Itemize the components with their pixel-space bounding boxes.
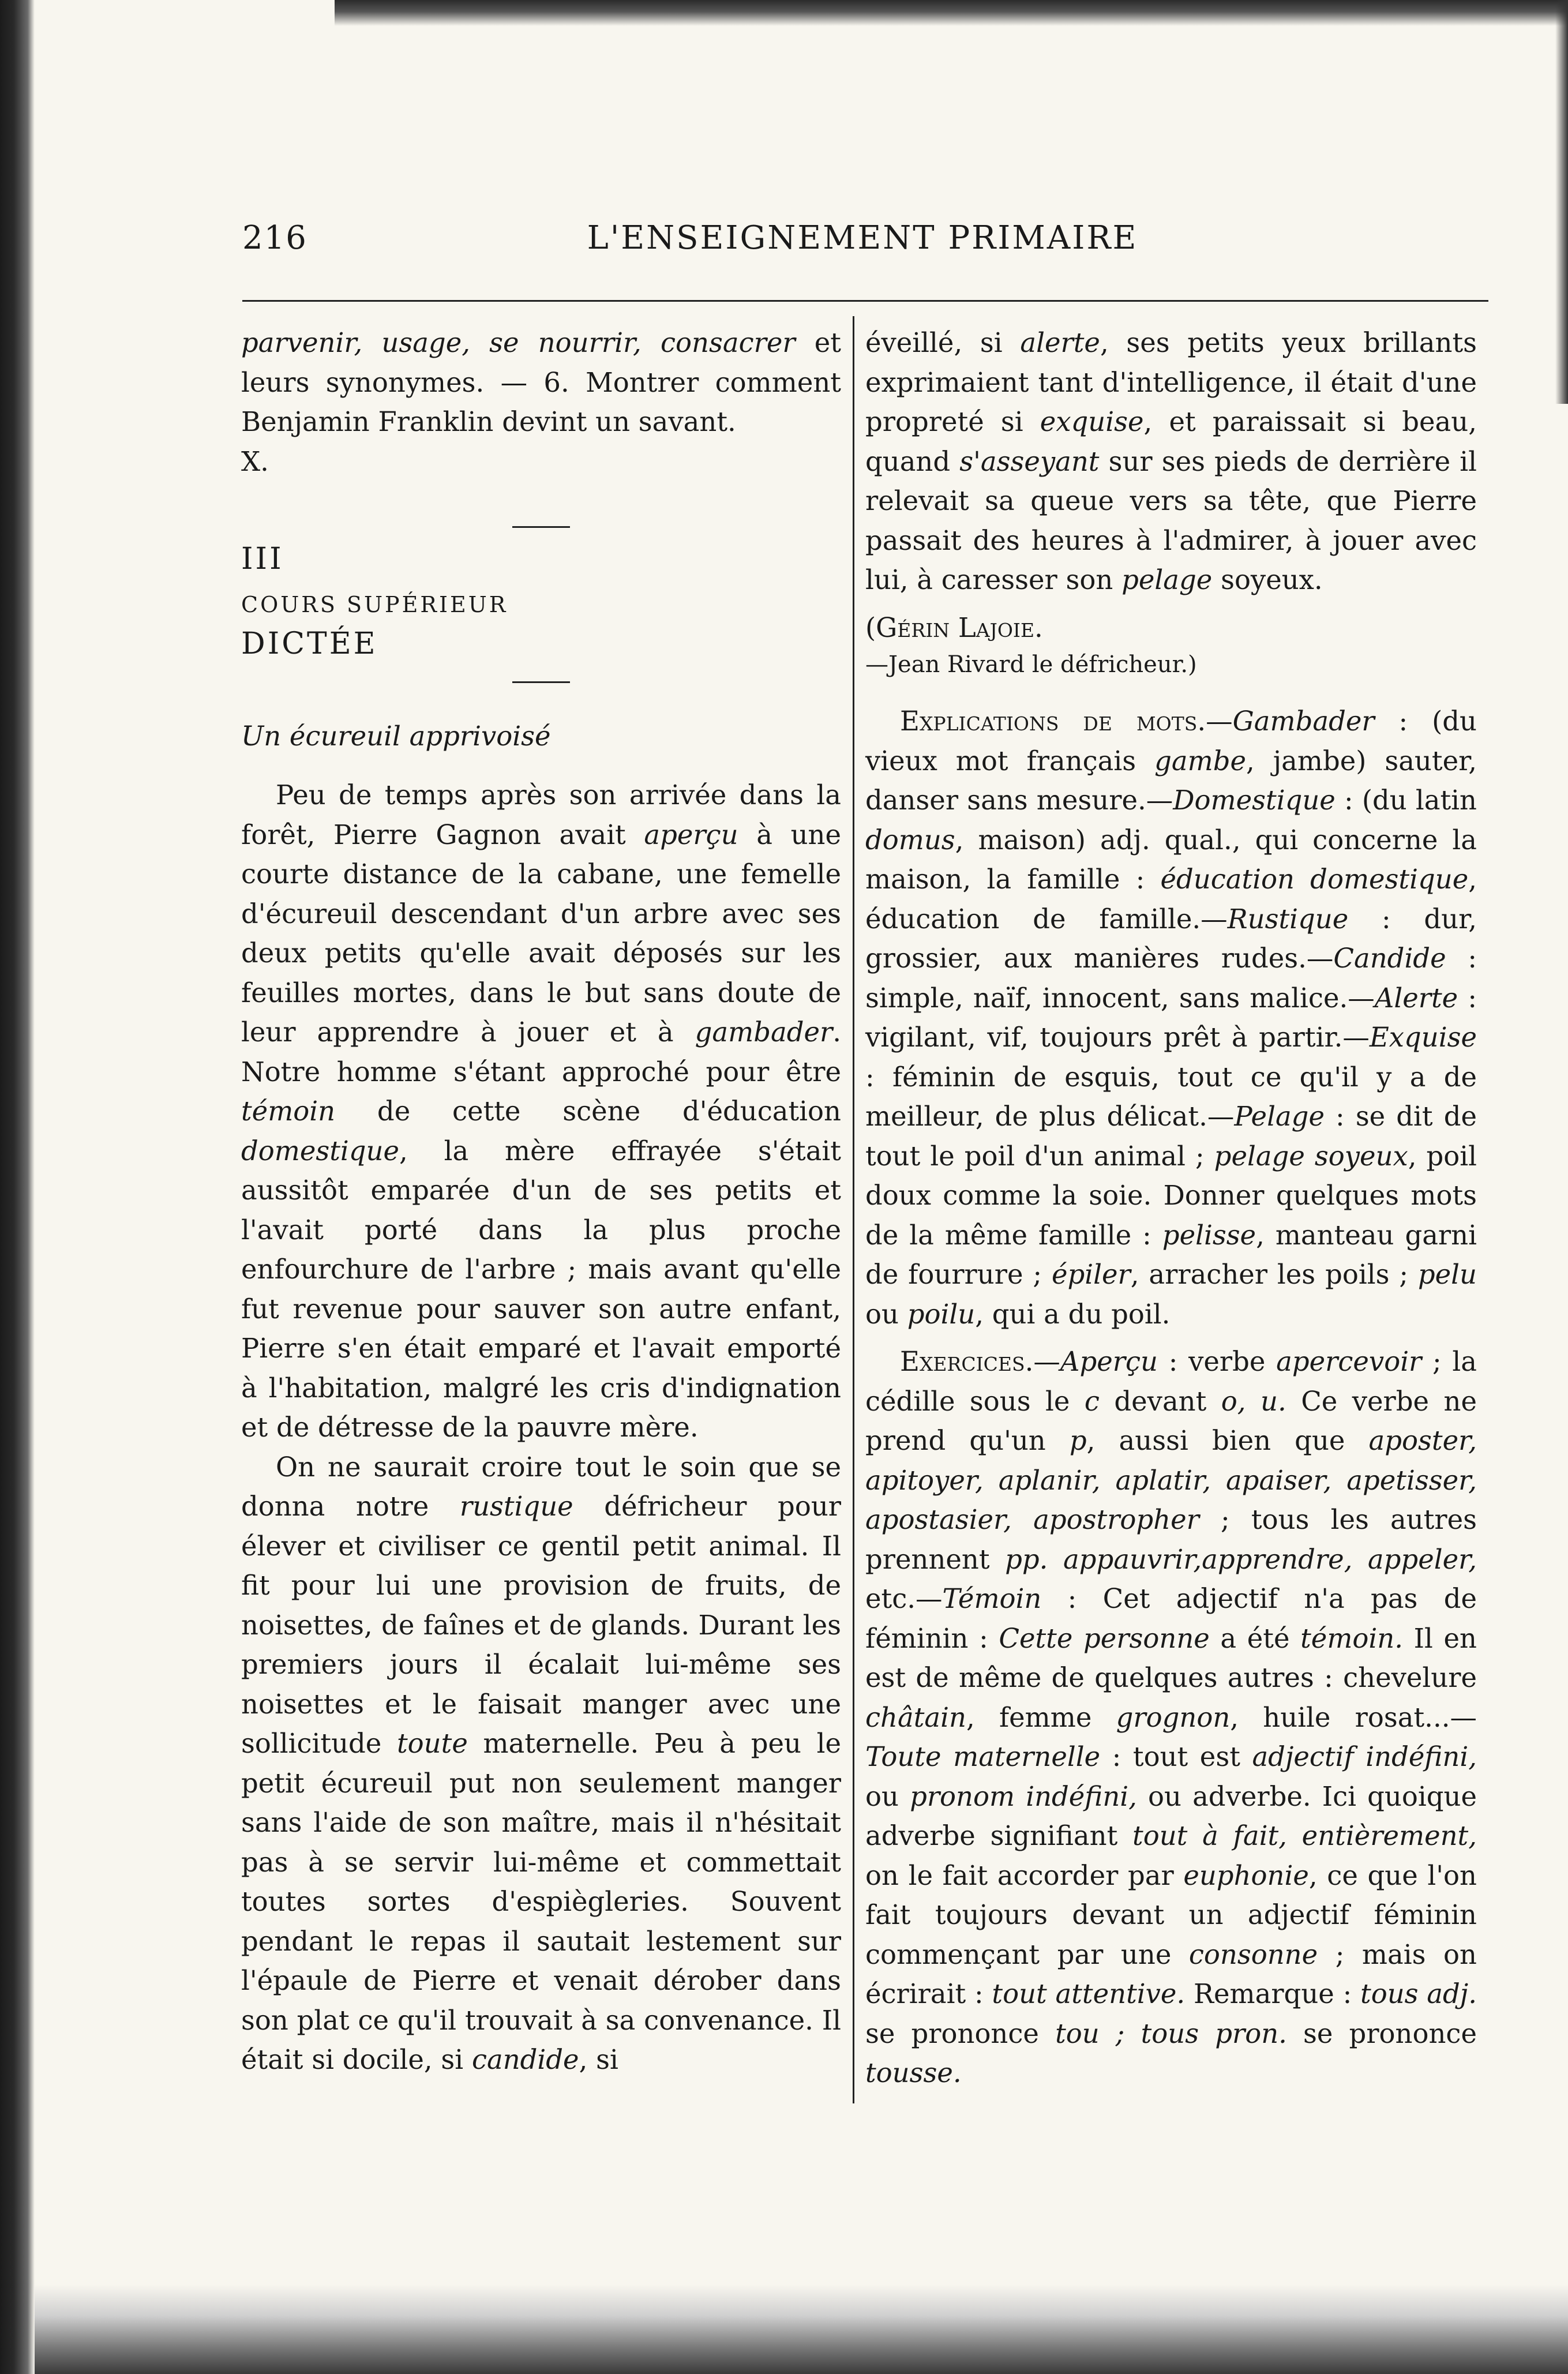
header-rule bbox=[242, 300, 1488, 302]
story-paragraph-3: éveillé, si alerte, ses petits yeux brillants exprimaient tant d'intelligence, il était d'une propreté si exquise, et paraissait si beau, quand s'asseyant sur ses pieds de derrière il relevait sa queue vers sa tête, que Pierre passait des heures à l'admirer, à jouer avec lui, à caresser son pelage soyeux. bbox=[865, 327, 1477, 595]
exercices-paragraph: Exercices.—Aperçu : verbe apercevoir ; la cédille sous le c devant o, u. Ce verbe ne prend qu'un p, aussi bien que aposter, apitoyer, aplanir, aplatir, apaiser, apetisser, apostasier, apostropher ; tous les autres prennent pp. appauvrir,apprendre, appeler, etc.—Témoin : Cet adjectif n'a pas de féminin : Cette personne a été témoin. Il en est de même de quelques autres : chevelure châtain, femme grognon, huile rosat...— Toute maternelle : tout est adjectif indéfini, ou pronom indéfini, ou adverbe. Ici quoique adverbe signifiant tout à fait, entièrement, on le fait accorder par euphonie, ce que l'on fait toujours devant un adjectif féminin commençant par une consonne ; mais on écrirait : tout attentive. Remarque : tous adj. se prononce tou ; tous pron. se prononce tousse. bbox=[865, 1346, 1477, 2088]
story-title: Un écureuil apprivoisé bbox=[241, 720, 551, 752]
scan-shadow-right bbox=[1555, 0, 1568, 404]
intro-paragraph bbox=[241, 323, 841, 442]
scan-shadow-bottom bbox=[35, 2285, 1568, 2374]
left-column bbox=[241, 323, 841, 2080]
page-header bbox=[242, 219, 1483, 277]
section-numeral: III bbox=[241, 542, 284, 576]
story-paragraph-2: On ne saurait croire tout le soin que se donna notre rustique défricheur pour élever et civiliser ce gentil petit animal. Il fit pour lui une provision de fruits, de noisettes, de faînes et de glands. Durant les premiers jours il écalait lui-même ses noisettes et le faisait manger avec une sollicitude toute maternelle. Peu à peu le petit écureuil put non seulement manger sans l'aide de son maître, mais il n'hésitait pas à se servir lui-même et commettait toutes sortes d'espiègleries. Souvent pendant le repas il sautait lestement sur l'épaule de Pierre et venait dérober dans son plat ce qu'il trouvait à sa convenance. Il était si docile, si candide, si bbox=[241, 1451, 841, 2075]
intro-words: parvenir, usage, se nourrir, consacrer bbox=[241, 327, 796, 358]
dictee-label: DICTÉE bbox=[241, 627, 378, 661]
intro-text: et leurs synonymes. — 6. Montrer comment Benjamin Franklin devint un savant. bbox=[241, 327, 841, 437]
page-number: 216 bbox=[242, 219, 307, 257]
story-paragraph-1: Peu de temps après son arrivée dans la forêt, Pierre Gagnon avait aperçu à une courte distance de la cabane, une femelle d'écureuil descendant d'un arbre avec ses deux petits qu'elle avait déposés sur les feuilles mortes, dans le but sans doute de leur apprendre à jouer et à gambader. Notre homme s'étant approché pour être témoin de cette scène d'éducation domestique, la mère effrayée s'était aussitôt emparée d'un de ses petits et l'avait porté dans la plus proche enfourchure de l'arbre ; mais avant qu'elle fut revenue pour sauver son autre enfant, Pierre s'en était emparé et l'avait emporté à l'habitation, malgré les cris d'indignation et de détresse de la pauvre mère. bbox=[241, 779, 841, 1443]
course-label: COURS SUPÉRIEUR bbox=[241, 591, 508, 617]
column-divider bbox=[853, 316, 854, 2103]
running-title: L'ENSEIGNEMENT PRIMAIRE bbox=[587, 219, 1138, 257]
right-column bbox=[865, 323, 1477, 2093]
scan-shadow-top bbox=[335, 0, 1568, 26]
source-title: —Jean Rivard le défricheur.) bbox=[865, 651, 1197, 678]
explications-paragraph: Explications de mots.—Gambader : (du vieux mot français gambe, jambe) sauter, danser sans mesure.—Domestique : (du latin domus, maison) adj. qual., qui concerne la maison, la famille : éducation domestique, éducation de famille.—Rustique : dur, grossier, aux manières rudes.—Candide : simple, naïf, innocent, sans malice.—Alerte : vigilant, vif, toujours prêt à partir.—Exquise : féminin de esquis, tout ce qu'il y a de meilleur, de plus délicat.—Pelage : se dit de tout le poil d'un animal ; pelage soyeux, poil doux comme la soie. Donner quelques mots de la même famille : pelisse, manteau garni de fourrure ; épiler, arracher les poils ; pelu ou poilu, qui a du poil. bbox=[865, 706, 1477, 1330]
intro-signature: X. bbox=[241, 445, 269, 477]
scan-shadow-left bbox=[0, 0, 35, 2374]
source-author: (Gérin Lajoie. bbox=[865, 612, 1043, 643]
